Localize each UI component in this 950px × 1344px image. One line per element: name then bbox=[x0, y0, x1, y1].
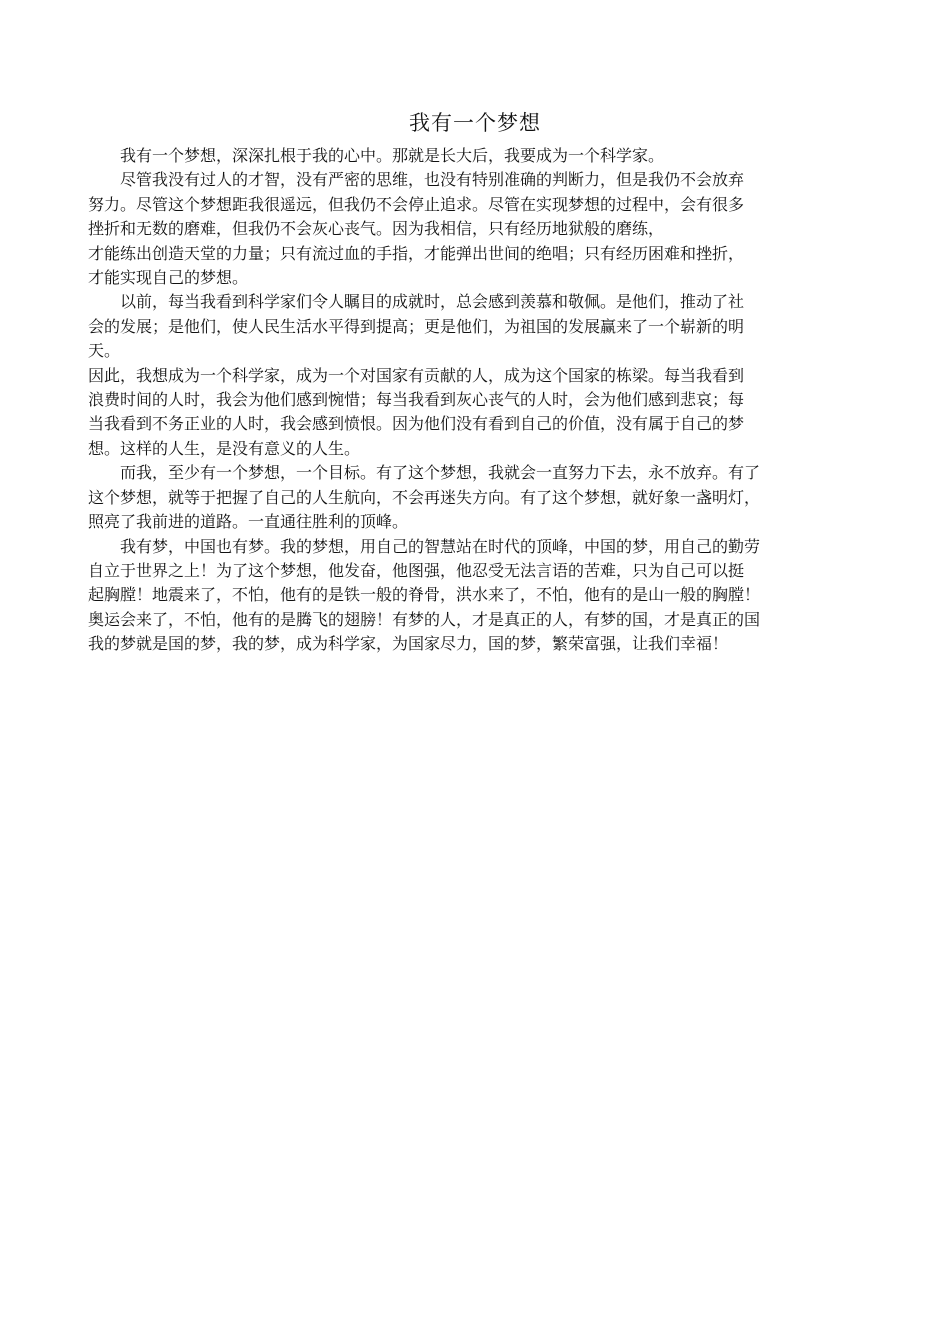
text-line: 当我看到不务正业的人时，我会感到愤恨。因为他们没有看到自己的价值，没有属于自己的梦 bbox=[88, 414, 745, 434]
text-line: 想。这样的人生，是没有意义的人生。 bbox=[88, 438, 361, 458]
text-line: 起胸膛！地震来了，不怕，他有的是铁一般的脊骨，洪水来了，不怕，他有的是山一般的胸膛！ bbox=[88, 585, 761, 605]
paragraph-6 bbox=[88, 535, 862, 657]
text-line: 我有梦，中国也有梦。我的梦想，用自己的智慧站在时代的顶峰，中国的梦，用自己的勤劳 bbox=[120, 536, 761, 556]
text-line: 而我，至少有一个梦想，一个目标。有了这个梦想，我就会一直努力下去，永不放弃。有了 bbox=[120, 463, 761, 483]
text-line: 浪费时间的人时，我会为他们感到惋惜；每当我看到灰心丧气的人时，会为他们感到悲哀；每 bbox=[88, 390, 745, 410]
text-line: 才能实现自己的梦想。 bbox=[88, 268, 249, 288]
paragraph-5 bbox=[88, 461, 862, 534]
text-line: 自立于世界之上！为了这个梦想，他发奋，他图强，他忍受无法言语的苦难，只为自己可以挺 bbox=[88, 560, 745, 580]
text-line: 照亮了我前进的道路。一直通往胜利的顶峰。 bbox=[88, 512, 409, 532]
text-line: 这个梦想，就等于把握了自己的人生航向，不会再迷失方向。有了这个梦想，就好象一盏明灯， bbox=[88, 487, 761, 507]
text-line: 以前，每当我看到科学家们令人瞩目的成就时，总会感到羡慕和敬佩。是他们，推动了社 bbox=[120, 292, 745, 312]
text-line: 因此，我想成为一个科学家，成为一个对国家有贡献的人，成为这个国家的栋梁。每当我看到 bbox=[88, 365, 745, 385]
text-line: 努力。尽管这个梦想距我很遥远，但我仍不会停止追求。尽管在实现梦想的过程中，会有很多 bbox=[88, 194, 745, 214]
text-line: 奥运会来了，不怕，他有的是腾飞的翅膀！有梦的人，才是真正的人，有梦的国，才是真正的国 bbox=[88, 609, 761, 629]
document-title: 我有一个梦想 bbox=[409, 111, 541, 135]
text-line: 我的梦就是国的梦，我的梦，成为科学家，为国家尽力，国的梦，繁荣富强，让我们幸福！ bbox=[88, 634, 729, 654]
text-line: 尽管我没有过人的才智，没有严密的思维，也没有特别准确的判断力，但是我仍不会放弃 bbox=[120, 170, 745, 190]
document-page bbox=[88, 108, 862, 657]
text-line: 才能练出创造天堂的力量；只有流过血的手指，才能弹出世间的绝唱；只有经历困难和挫折， bbox=[88, 243, 745, 263]
paragraph-4 bbox=[88, 364, 862, 462]
paragraph-1 bbox=[88, 144, 862, 168]
paragraph-2 bbox=[88, 168, 862, 290]
paragraph-3 bbox=[88, 290, 862, 363]
text-line: 挫折和无数的磨难，但我仍不会灰心丧气。因为我相信，只有经历地狱般的磨练， bbox=[88, 219, 665, 239]
text-line: 天。 bbox=[88, 341, 121, 361]
text-line: 我有一个梦想，深深扎根于我的心中。那就是长大后，我要成为一个科学家。 bbox=[120, 146, 665, 165]
text-line: 会的发展；是他们，使人民生活水平得到提高；更是他们，为祖国的发展赢来了一个崭新的明 bbox=[88, 316, 745, 336]
